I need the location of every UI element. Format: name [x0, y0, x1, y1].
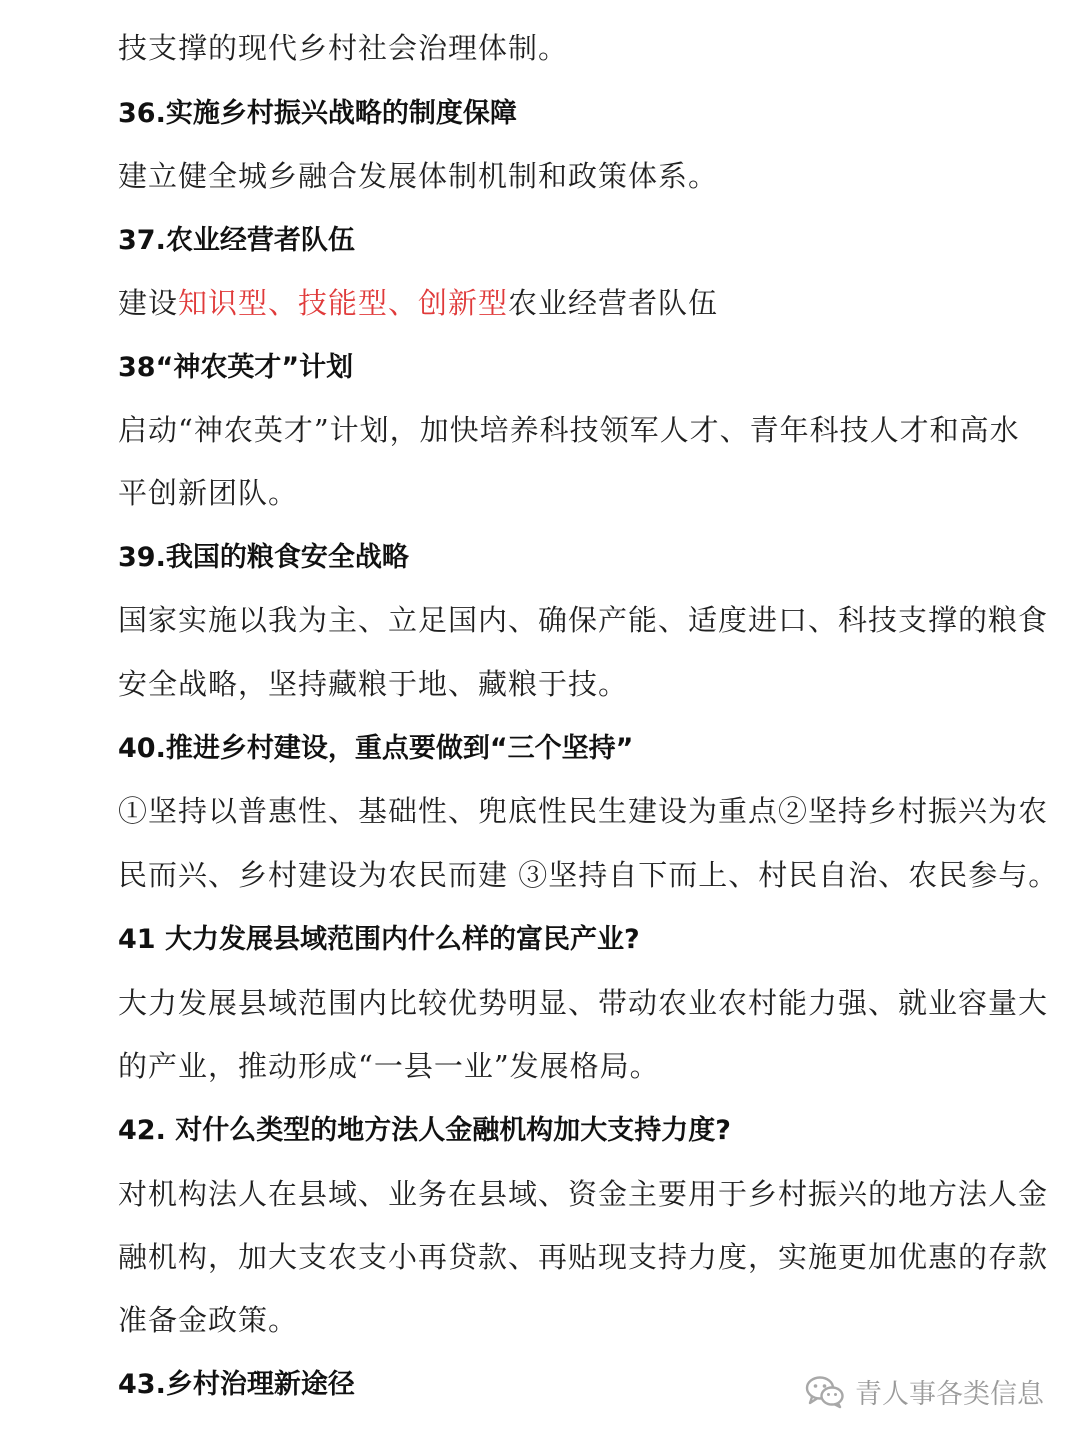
- section-heading-37: 37.农业经营者队伍: [118, 225, 355, 256]
- section-heading-41: 41 大力发展县域范围内什么样的富民产业?: [118, 924, 640, 955]
- body-text: 国家实施以我为主、立足国内、确保产能、适度进口、科技支撑的粮食: [118, 603, 1049, 637]
- section-heading-39: 39.我国的粮食安全战略: [118, 542, 409, 573]
- wechat-watermark: [805, 1372, 1044, 1411]
- wechat-icon: [805, 1375, 845, 1409]
- text-segment: 建设: [118, 286, 179, 320]
- body-text: 平创新团队。: [118, 476, 299, 510]
- text-segment: 农业经营者队伍: [508, 286, 719, 320]
- section-heading-40: 40.推进乡村建设，重点要做到“三个坚持”: [118, 733, 634, 764]
- body-text: 对机构法人在县域、业务在县域、资金主要用于乡村振兴的地方法人金: [118, 1177, 1049, 1211]
- body-text: 安全战略，坚持藏粮于地、藏粮于技。: [118, 667, 629, 701]
- body-text: 大力发展县域范围内比较优势明显、带动农业农村能力强、就业容量大: [118, 986, 1049, 1020]
- body-text: ①坚持以普惠性、基础性、兜底性民生建设为重点②坚持乡村振兴为农: [118, 794, 1049, 828]
- body-text: 民而兴、乡村建设为农民而建 ③坚持自下而上、村民自治、农民参与。: [118, 858, 1059, 892]
- body-text: 建立健全城乡融合发展体制机制和政策体系。: [118, 159, 719, 193]
- body-text-highlighted: [118, 286, 719, 320]
- section-heading-42: 42. 对什么类型的地方法人金融机构加大支持力度?: [118, 1115, 731, 1146]
- section-heading-43: 43.乡村治理新途径: [118, 1369, 355, 1400]
- section-heading-38: 38“神农英才”计划: [118, 352, 354, 383]
- body-text: 启动“神农英才”计划，加快培养科技领军人才、青年科技人才和高水: [118, 413, 1020, 447]
- body-text: 技支撑的现代乡村社会治理体制。: [118, 31, 569, 65]
- highlighted-text: 知识型、技能型、创新型: [178, 286, 509, 320]
- body-text: 的产业，推动形成“一县一业”发展格局。: [118, 1049, 660, 1083]
- body-text: 准备金政策。: [118, 1303, 299, 1337]
- watermark-text: 青人事各类信息: [855, 1379, 1044, 1410]
- section-heading-36: 36.实施乡村振兴战略的制度保障: [118, 98, 517, 129]
- body-text: 融机构，加大支农支小再贷款、再贴现支持力度，实施更加优惠的存款: [118, 1240, 1049, 1274]
